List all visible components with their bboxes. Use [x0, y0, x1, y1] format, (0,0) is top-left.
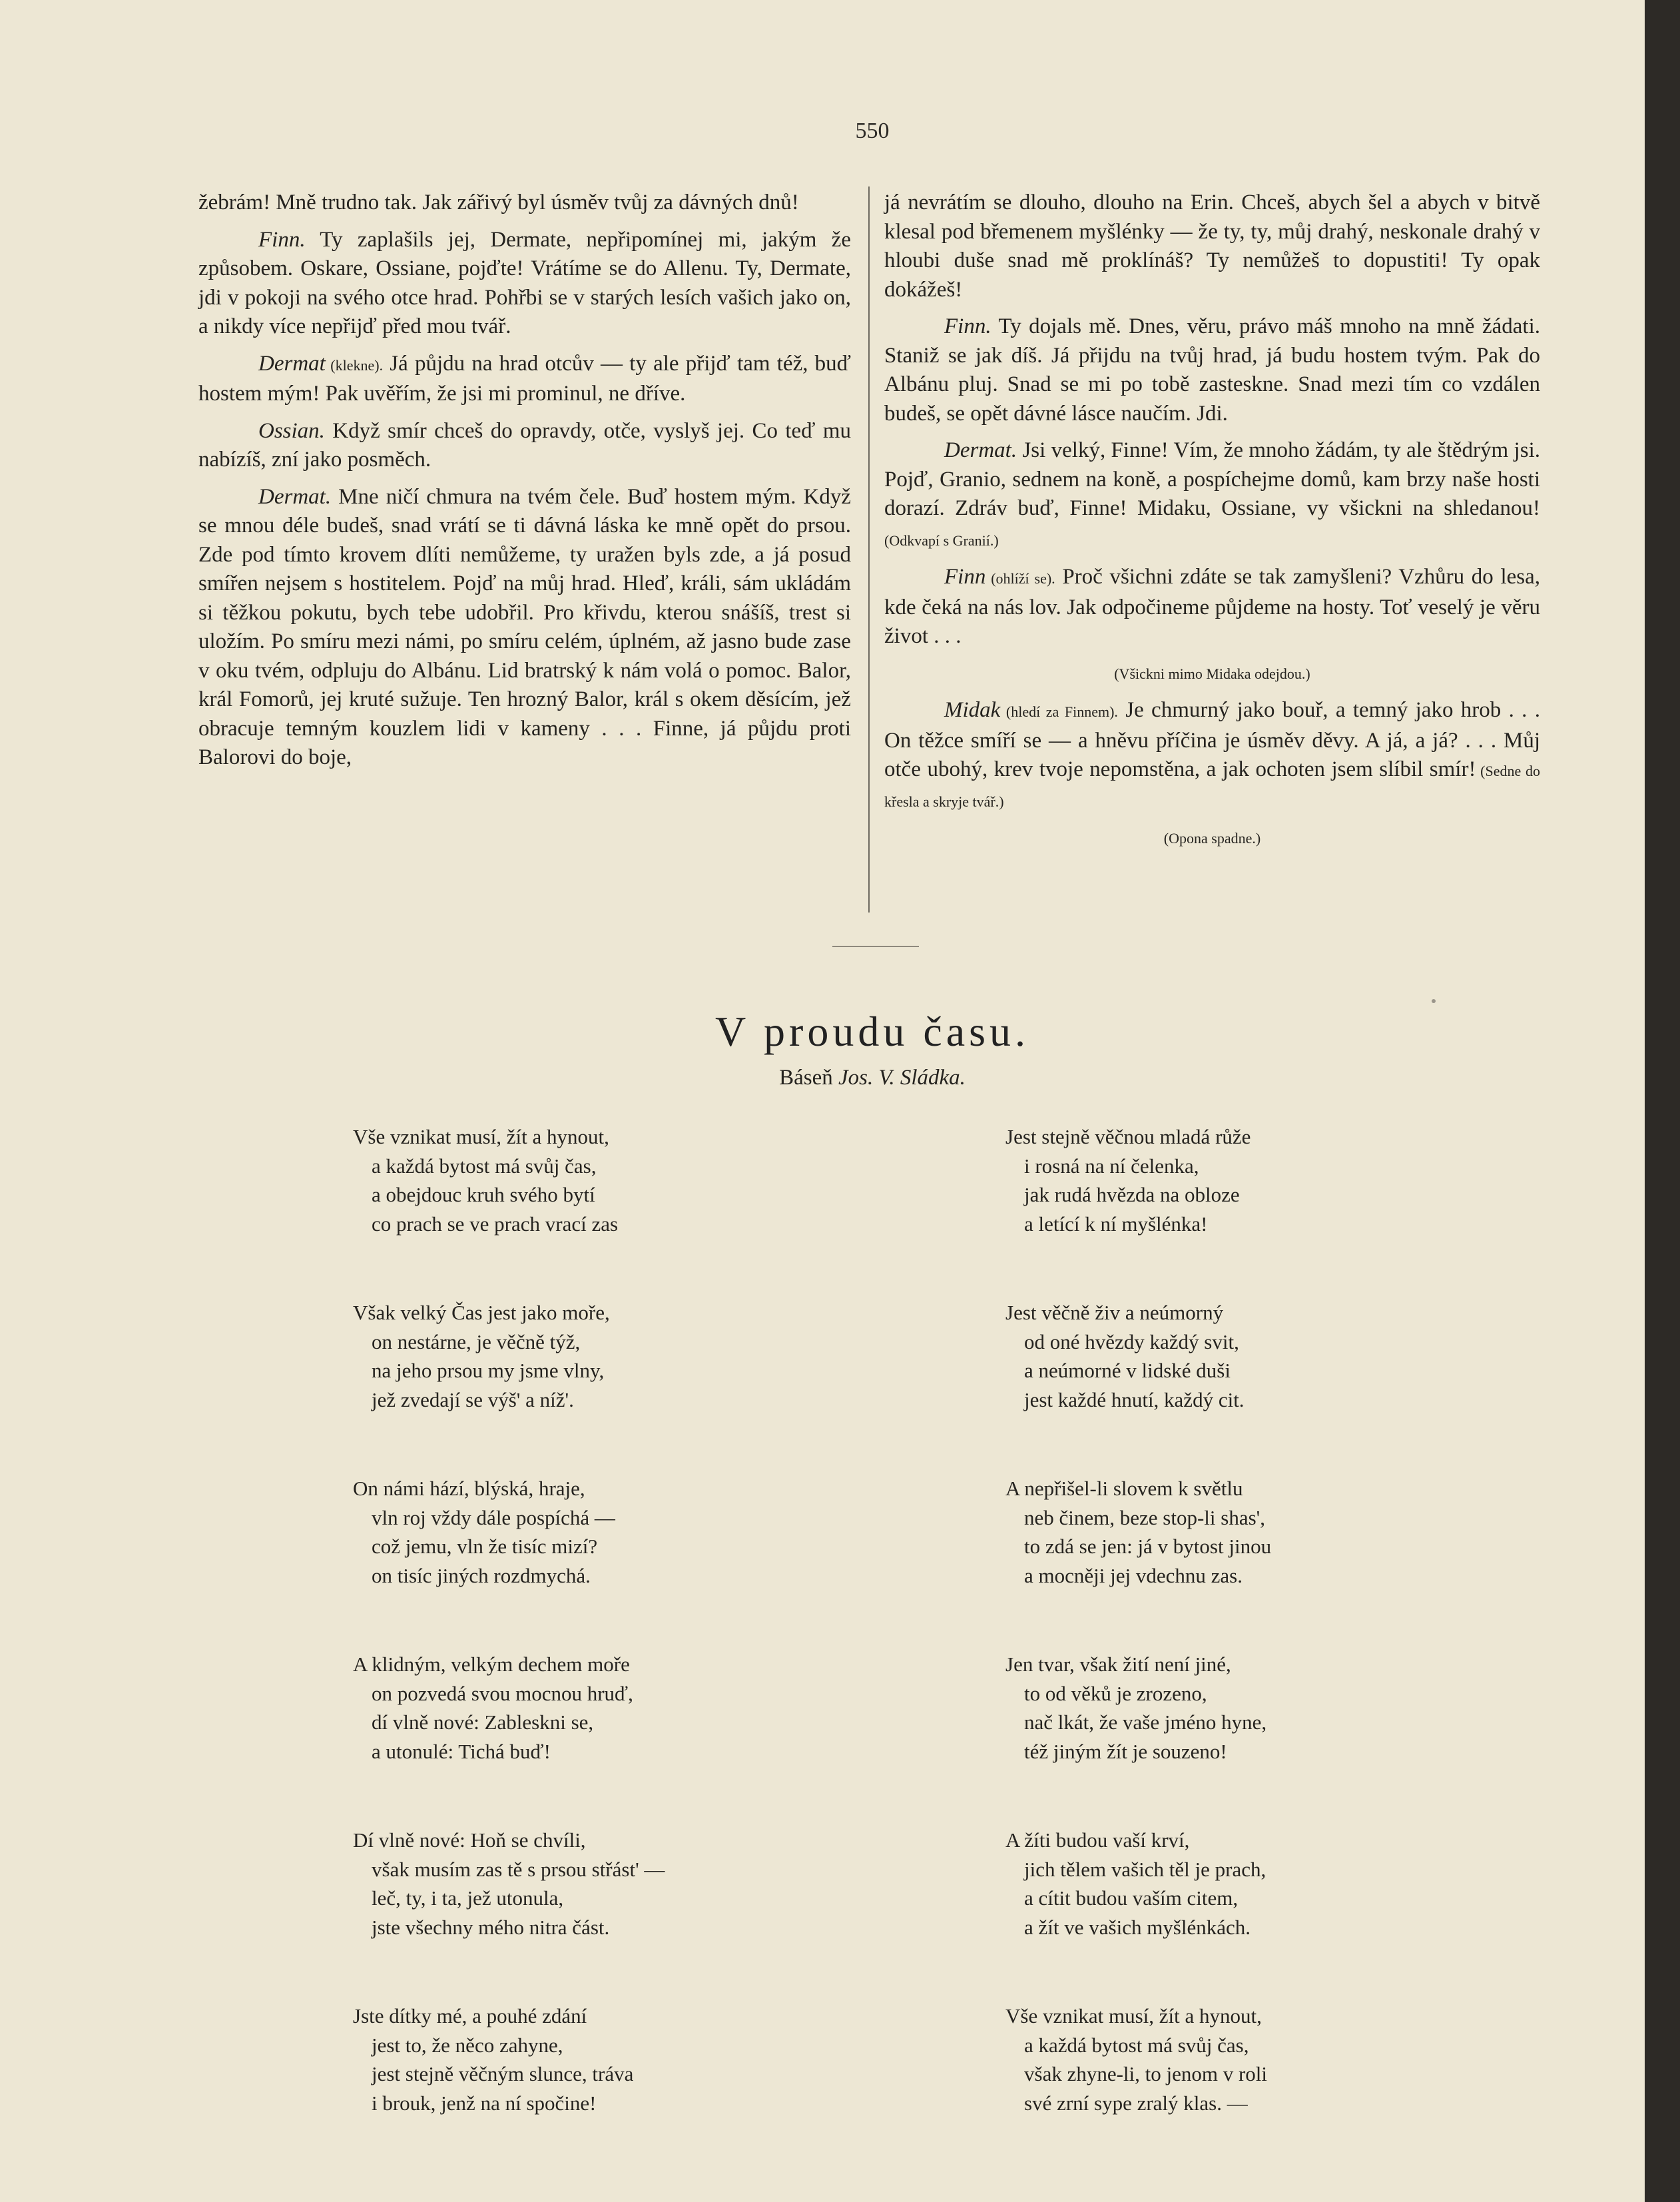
dialogue-text: Jsi velký, Finne! Vím, že mnoho žádám, ty ale štědrým jsi. Pojď, Granio, sednem na koně, a pospíchejme domů, kam brzy naše hosti dorazí. Zdráv buď, Finne! Midaku, Ossiane, vy všickni na shledanou!: [884, 438, 1540, 520]
dialogue-paragraph: [198, 350, 851, 409]
poem-stanza: [353, 2002, 832, 2117]
poem-line: vln roj vždy dále pospíchá —: [372, 1505, 615, 1529]
poem-stanza: [1005, 1650, 1485, 1766]
poem-line: a letící k ní myšlénka!: [1024, 1212, 1208, 1236]
poem-line: však musím zas tě s prsou střást' —: [372, 1857, 665, 1881]
poem-title: V proudu času.: [714, 1008, 1030, 1055]
section-ornament: [832, 946, 919, 947]
page-speck: [1432, 999, 1436, 1003]
poem-stanza: [353, 1826, 832, 1942]
stage-direction: (hledí za Finnem).: [1000, 703, 1118, 720]
dialogue-paragraph: [884, 563, 1540, 651]
poem-line: od oné hvězdy každý svit,: [1024, 1329, 1239, 1353]
dialogue-text: Ty dojals mě. Dnes, věru, právo máš mnoho na mně žádati. Staniž se jak díš. Já přijdu na tvůj hrad, já budu hostem tvým. Pak do Albánu pluj. Snad se mi po tobě zasteskne. Snad mezi tím co vzdálen budeš, se opět dávné lásce naučím. Jdi.: [884, 314, 1540, 426]
speaker-name: Dermat: [258, 351, 326, 376]
speaker-name: Midak: [944, 698, 1001, 722]
poem-right-column: [1005, 1122, 1485, 2177]
dialogue-text: Když smír chceš do opravdy, otče, vyslyš jej. Co teď mu nabízíš, zní jako posměch.: [198, 418, 851, 472]
dialogue-text: Já půjdu na hrad otcův — ty ale přijď tam též, buď hostem mým! Pak uvěřím, že jsi mi prominul, ne dříve.: [198, 351, 852, 406]
stage-direction: (Opona spadne.): [1163, 830, 1261, 847]
speaker-name: Dermat.: [944, 438, 1017, 462]
poem-left-column: [353, 1122, 832, 2177]
column-divider: [868, 186, 870, 913]
poem-line: neb činem, beze stop-li shas',: [1024, 1505, 1265, 1529]
poem-line: on tisíc jiných rozdmychá.: [372, 1563, 591, 1587]
poem-line: co prach se ve prach vrací zas: [372, 1212, 619, 1236]
speaker-name: Dermat.: [258, 484, 332, 509]
poem-line: to zdá se jen: já v bytost jinou: [1024, 1535, 1272, 1558]
poem-line: však zhyne-li, to jenom v roli: [1024, 2062, 1268, 2085]
poem-line: a každá bytost má svůj čas,: [372, 1154, 597, 1178]
poem-line: a každá bytost má svůj čas,: [1024, 2033, 1249, 2057]
poem-line: na jeho prsou my jsme vlny,: [372, 1359, 605, 1382]
poem-stanza: [353, 1298, 832, 1414]
poem-line: své zrní sype zralý klas. —: [1024, 2091, 1248, 2115]
poem-line: Však velký Čas jest jako moře,: [353, 1301, 610, 1324]
dialogue-paragraph: [198, 417, 851, 475]
poem-stanza: [353, 1474, 832, 1590]
speaker-name: Finn: [944, 565, 986, 589]
dialogue-paragraph: [884, 436, 1540, 555]
poem-line: to od věků je zrozeno,: [1024, 1681, 1207, 1705]
poem-stanza: [353, 1650, 832, 1766]
poem-line: jest to, že něco zahyne,: [372, 2033, 563, 2057]
poem-line: jest stejně věčným slunce, tráva: [372, 2062, 634, 2085]
right-text-column: [884, 188, 1540, 861]
stage-direction: (klekne).: [325, 356, 384, 374]
dialogue-text: Ty zaplašils jej, Dermate, nepřipomínej mi, jakým že způsobem. Oskare, Ossiane, pojďte! Vrátíme se do Allenu. Ty, Dermate, jdi v pokoji na svého otce hrad. Pohřbi se v starých lesích vašich jako on, a nikdy více nepřijď před mou tvář.: [198, 227, 851, 338]
dialogue-paragraph: [884, 696, 1540, 816]
poem-author: Jos. V. Sládka.: [838, 1066, 966, 1090]
stage-direction: (Sedne do křesla a skryje tvář.): [884, 763, 1540, 810]
poem-line: a obejdouc kruh svého bytí: [372, 1183, 595, 1206]
dialogue-paragraph: [884, 312, 1540, 428]
poem-line: též jiným žít je souzeno!: [1024, 1739, 1227, 1763]
poem-line: Jest věčně živ a neúmorný: [1005, 1301, 1224, 1324]
poem-line: jež zvedají se výš' a níž'.: [372, 1387, 574, 1411]
stage-direction: (Všickni mimo Midaka odejdou.): [1114, 665, 1310, 682]
poem-line: i rosná na ní čelenka,: [1024, 1154, 1199, 1178]
poem-line: a cítit budou vaším citem,: [1024, 1886, 1239, 1910]
poem-line: Dí vlně nové: Hoň se chvíli,: [353, 1828, 586, 1852]
left-text-column: [198, 188, 851, 781]
dialogue-text: Mne ničí chmura na tvém čele. Buď hostem mým. Když se mnou déle budeš, snad vrátí se ti dávná láska ke mně opět do prsou. Zde pod tímto krovem dlíti nemůžeme, ty uražen byls zde, a já posud smířen nejsem s hostitelem. Pojď na můj hrad. Hleď, králi, sám ukládám si těžkou pokutu, bych tebe udobřil. Pro křivdu, kterou snášíš, trest si uložím. Po smíru mezi námi, po smíru celém, úplném, až jasno bude zase v oku tvém, odpluju do Albánu. Lid bratrský k nám volá o pomoc. Balor, král Fomorů, jej kruté sužuje. Ten hrozný Balor, král s okem děsícím, jež obracuje temným kouzlem lidi v kameny . . . Finne, já půjdu proti Balorovi do boje,: [198, 484, 851, 769]
poem-line: Jen tvar, však žití není jiné,: [1005, 1652, 1231, 1676]
dialogue-text: Je chmurný jako bouř, a temný jako hrob . . . On těžce smíří se — a hněvu příčina je úsměv děvy. A já, a já? . . . Můj otče ubohý, krev tvoje nepomstěna, a jak ochoten jsem slíbil smír!: [884, 698, 1540, 781]
poem-line: Vše vznikat musí, žít a hynout,: [1005, 2004, 1262, 2027]
dialogue-text: žebrám! Mně trudno tak. Jak zářivý byl úsměv tvůj za dávných dnů!: [198, 190, 799, 214]
poem-line: leč, ty, i ta, jež utonula,: [372, 1886, 564, 1910]
dialogue-paragraph: [198, 483, 851, 773]
poem-stanza: [1005, 2002, 1485, 2117]
poem-line: Jste dítky mé, a pouhé zdání: [353, 2004, 587, 2027]
poem-line: i brouk, jenž na ní spočine!: [372, 2091, 597, 2115]
poem-line: a mocněji jej vdechnu zas.: [1024, 1563, 1243, 1587]
byline-prefix: Báseň: [779, 1066, 838, 1090]
poem-line: A nepřišel-li slovem k světlu: [1005, 1477, 1243, 1500]
poem-line: jste všechny mého nitra část.: [372, 1915, 610, 1939]
dialogue-text: já nevrátím se dlouho, dlouho na Erin. Chceš, abych šel a abych v bitvě klesal pod břemenem myšlénky — že ty, ty, můj drahý, neskonale drahý v hloubi duše snad mě proklínáš? Ty nemůžeš to dopustiti! Ty opak dokážeš!: [884, 190, 1540, 302]
poem-line: nač lkát, že vaše jméno hyne,: [1024, 1710, 1267, 1734]
poem-line: on pozvedá svou mocnou hruď,: [372, 1681, 633, 1705]
poem-line: A žíti budou vaší krví,: [1005, 1828, 1190, 1852]
poem-line: jak rudá hvězda na obloze: [1024, 1183, 1240, 1206]
poem-line: a utonulé: Tichá buď!: [372, 1739, 551, 1763]
poem-line: a žít ve vašich myšlénkách.: [1024, 1915, 1251, 1939]
speaker-name: Ossian.: [258, 418, 325, 443]
dialogue-text: Proč všichni zdáte se tak zamyšleni? Vzhůru do lesa, kde čeká na nás lov. Jak odpočineme půjdeme na hosty. Toť veselý je věru život . . .: [884, 565, 1540, 648]
stage-direction: (ohlíží se).: [985, 570, 1055, 587]
poem-byline: [533, 1066, 1212, 1090]
poem-stanza: [353, 1122, 832, 1238]
poem-line: a neúmorné v lidské duši: [1024, 1359, 1231, 1382]
poem-line: jich tělem vašich těl je prach,: [1024, 1857, 1266, 1881]
poem-line: jest každé hnutí, každý cit.: [1024, 1387, 1245, 1411]
page-number: 550: [855, 119, 890, 143]
poem-line: A klidným, velkým dechem moře: [353, 1652, 630, 1676]
speaker-name: Finn.: [944, 314, 991, 338]
poem-line: On námi hází, blýská, hraje,: [353, 1477, 585, 1500]
dialogue-paragraph: [198, 226, 851, 342]
poem-line: Jest stejně věčnou mladá růže: [1005, 1125, 1251, 1148]
speaker-name: Finn.: [258, 227, 306, 252]
dialogue-paragraph: [198, 188, 851, 218]
book-spine: [1645, 0, 1680, 2202]
poem-stanza: [1005, 1122, 1485, 1238]
poem-line: dí vlně nové: Zableskni se,: [372, 1710, 594, 1734]
poem-line: on nestárne, je věčně týž,: [372, 1329, 581, 1353]
poem-stanza: [1005, 1298, 1485, 1414]
poem-line: Vše vznikat musí, žít a hynout,: [353, 1125, 609, 1148]
stage-direction: (Odkvapí s Granií.): [884, 532, 999, 549]
poem-line: což jemu, vln že tisíc mizí?: [372, 1535, 598, 1558]
poem-stanza: [1005, 1474, 1485, 1590]
dialogue-paragraph: [884, 188, 1540, 304]
poem-stanza: [1005, 1826, 1485, 1942]
